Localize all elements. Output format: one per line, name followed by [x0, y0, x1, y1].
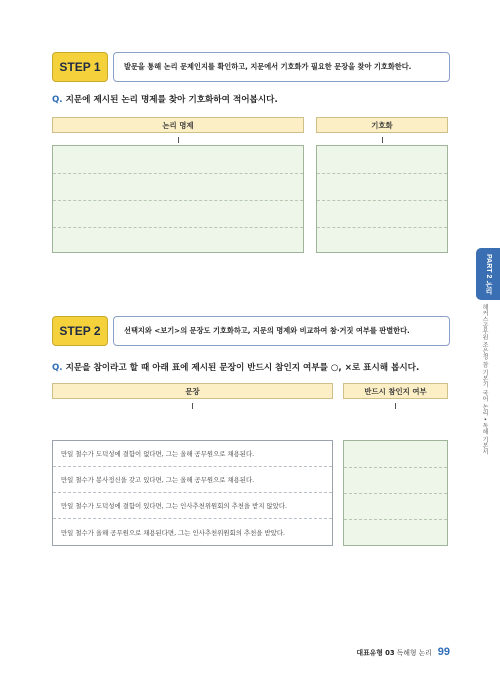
step1-question-text: 지문에 제시된 논리 명제를 찾아 기호화하여 적어봅시다.: [65, 95, 278, 105]
question-mark: Q.: [52, 363, 63, 373]
step1-badge: STEP 1: [52, 52, 108, 82]
step2-question: [52, 361, 419, 373]
page-number: 99: [437, 646, 450, 658]
connector-mark: [178, 137, 179, 143]
chapter-label-rest: 독해형 논리: [394, 649, 432, 657]
sentence-table: [52, 440, 333, 546]
step1-col-left-header: 논리 명제: [52, 117, 304, 133]
step1-description: 발문을 통해 논리 문제인지를 확인하고, 지문에서 기호화가 필요한 문장을 찾아 기호화한다.: [113, 52, 450, 82]
step2-badge: STEP 2: [52, 316, 108, 346]
step1-symbol-area[interactable]: [316, 145, 448, 253]
connector-mark: [382, 137, 383, 143]
connector-mark: [192, 403, 193, 409]
step2-col-right-header: 반드시 참인지 여부: [343, 383, 448, 399]
chapter-label: [357, 647, 432, 657]
book-title-vertical: 해커스공무원 조은정 참 기본기 국어 논리 • 독해 기본서: [481, 304, 488, 455]
step1-header: [52, 52, 450, 82]
page-footer: [357, 646, 451, 658]
dashed-line: [344, 519, 447, 520]
dashed-line: [53, 227, 303, 228]
step1-proposition-area[interactable]: [52, 145, 304, 253]
question-mark: Q.: [52, 95, 63, 105]
part-tab-label: PART 2 논리: [485, 253, 492, 295]
sentence-row: 만일 철수가 도덕성에 결함이 있다면, 그는 인사추천위원회의 추천을 받지 않았다.: [53, 493, 332, 519]
step2-answer-area[interactable]: [343, 440, 448, 546]
step1-question: [52, 93, 278, 105]
sentence-row: 만일 철수가 봉사정신을 갖고 있다면, 그는 올해 공무원으로 채용된다.: [53, 467, 332, 493]
step2-col-left-header: 문장: [52, 383, 333, 399]
step2-question-text: 지문을 참이라고 할 때 아래 표에 제시된 문장이 반드시 참인지 여부를 ○, ×로 표시해 봅시다.: [65, 363, 420, 373]
dashed-line: [344, 467, 447, 468]
dashed-line: [53, 173, 303, 174]
step2-header: [52, 316, 450, 346]
chapter-label-bold: 대표유형 03: [356, 649, 395, 657]
dashed-line: [317, 227, 447, 228]
dashed-line: [344, 493, 447, 494]
step2-description: 선택지와 <보기>의 문장도 기호화하고, 지문의 명제와 비교하여 참·거짓 여부를 판별한다.: [113, 316, 450, 346]
sentence-row: 만일 철수가 도덕성에 결함이 없다면, 그는 올해 공무원으로 채용된다.: [53, 441, 332, 467]
step1-col-right-header: 기호화: [316, 117, 448, 133]
part-tab: [476, 248, 500, 300]
connector-mark: [395, 403, 396, 409]
sentence-row: 만일 철수가 올해 공무원으로 채용된다면, 그는 인사추천위원회의 추천을 받았다.: [61, 528, 286, 537]
dashed-line: [317, 200, 447, 201]
dashed-line: [53, 200, 303, 201]
dashed-line: [317, 173, 447, 174]
